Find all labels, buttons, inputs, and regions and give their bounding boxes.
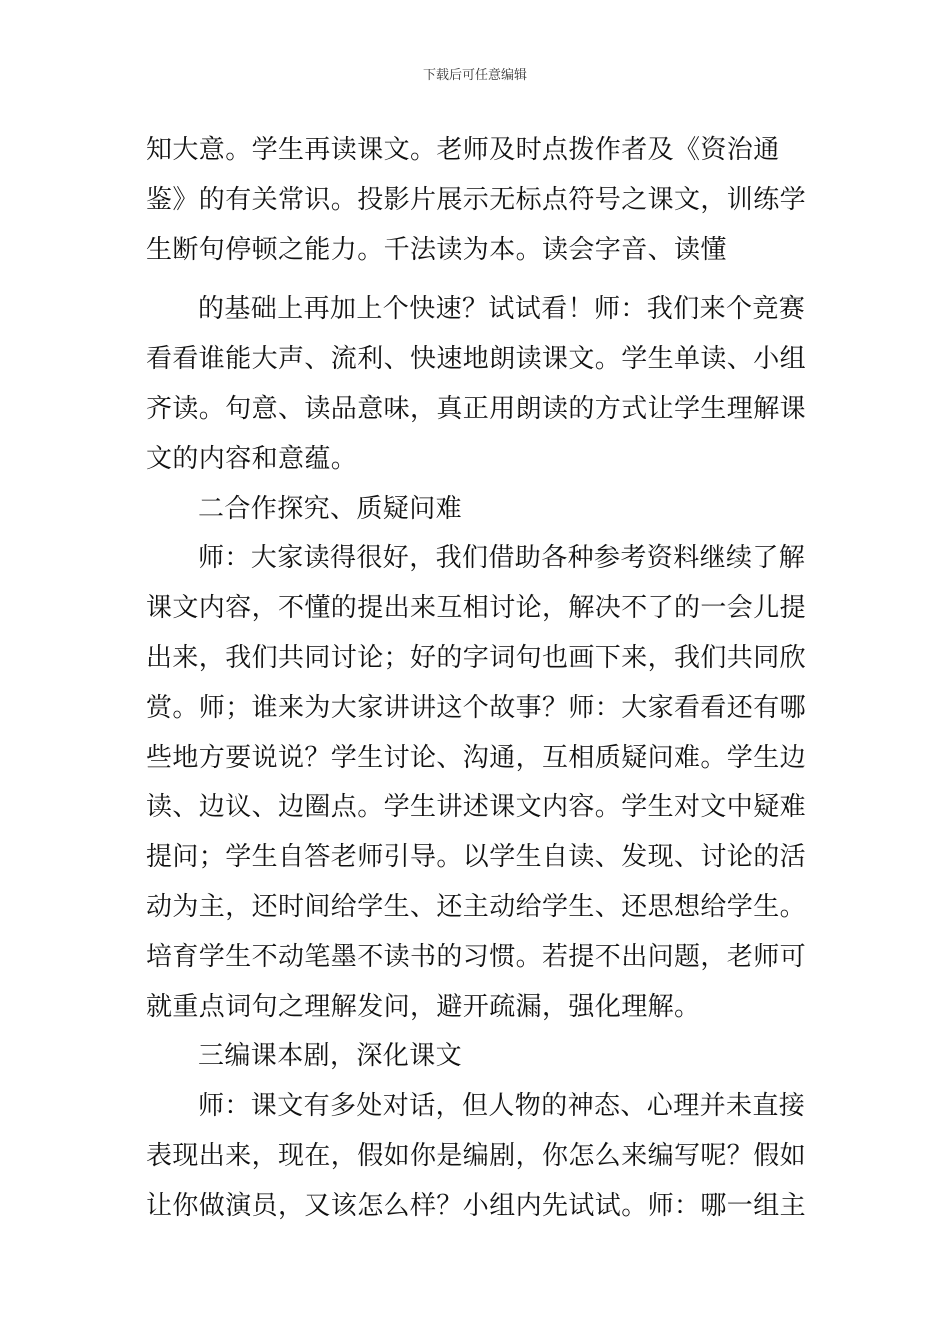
text-line: 表现出来，现在，假如你是编剧，你怎么来编写呢？假如 [146,1140,807,1171]
text-line: 读、边议、边圈点。学生讲述课文内容。学生对文中疑难 [146,792,807,823]
text-line: 些地方要说说？学生讨论、沟通，互相质疑问难。学生边 [146,742,807,773]
text-line: 看看谁能大声、流利、快速地朗读课文。学生单读、小组 [146,344,807,375]
text-line: 动为主，还时间给学生、还主动给学生、还思想给学生。 [146,891,807,922]
text-line: 齐读。句意、读品意味，真正用朗读的方式让学生理解课 [146,393,807,424]
text-line: 知大意。学生再读课文。老师及时点拨作者及《资治通 [146,135,780,165]
section-heading: 三编课本剧，深化课文 [198,1041,463,1072]
text-line: 让你做演员，又该怎么样？小组内先试试。师：哪一组主 [146,1190,807,1221]
text-line: 就重点词句之理解发问，避开疏漏，强化理解。 [146,991,701,1022]
text-line: 培育学生不动笔墨不读书的习惯。若提不出问题，老师可 [146,941,807,972]
section-heading: 二合作探究、质疑问难 [198,493,463,524]
text-line: 赏。师；谁来为大家讲讲这个故事？师：大家看看还有哪 [146,692,807,723]
text-line: 生断句停顿之能力。千法读为本。读会字音、读懂 [146,234,727,265]
text-line: 师：课文有多处对话，但人物的神态、心理并未直接 [198,1091,806,1122]
text-line: 的基础上再加上个快速？试试看！师：我们来个竞赛 [198,294,806,325]
text-line: 师：大家读得很好，我们借助各种参考资料继续了解 [198,543,806,574]
text-line: 课文内容，不懂的提出来互相讨论，解决不了的一会儿提 [146,593,807,624]
document-body [146,126,812,1232]
text-line: 提问；学生自答老师引导。以学生自读、发现、讨论的活 [146,842,807,873]
text-line: 出来，我们共同讨论；好的字词句也画下来，我们共同欣 [146,642,807,673]
text-line: 文的内容和意蕴。 [146,443,358,474]
text-line: 鉴》的有关常识。投影片展示无标点符号之课文，训练学 [146,184,807,215]
page-header: 下载后可任意编辑 [422,68,527,83]
